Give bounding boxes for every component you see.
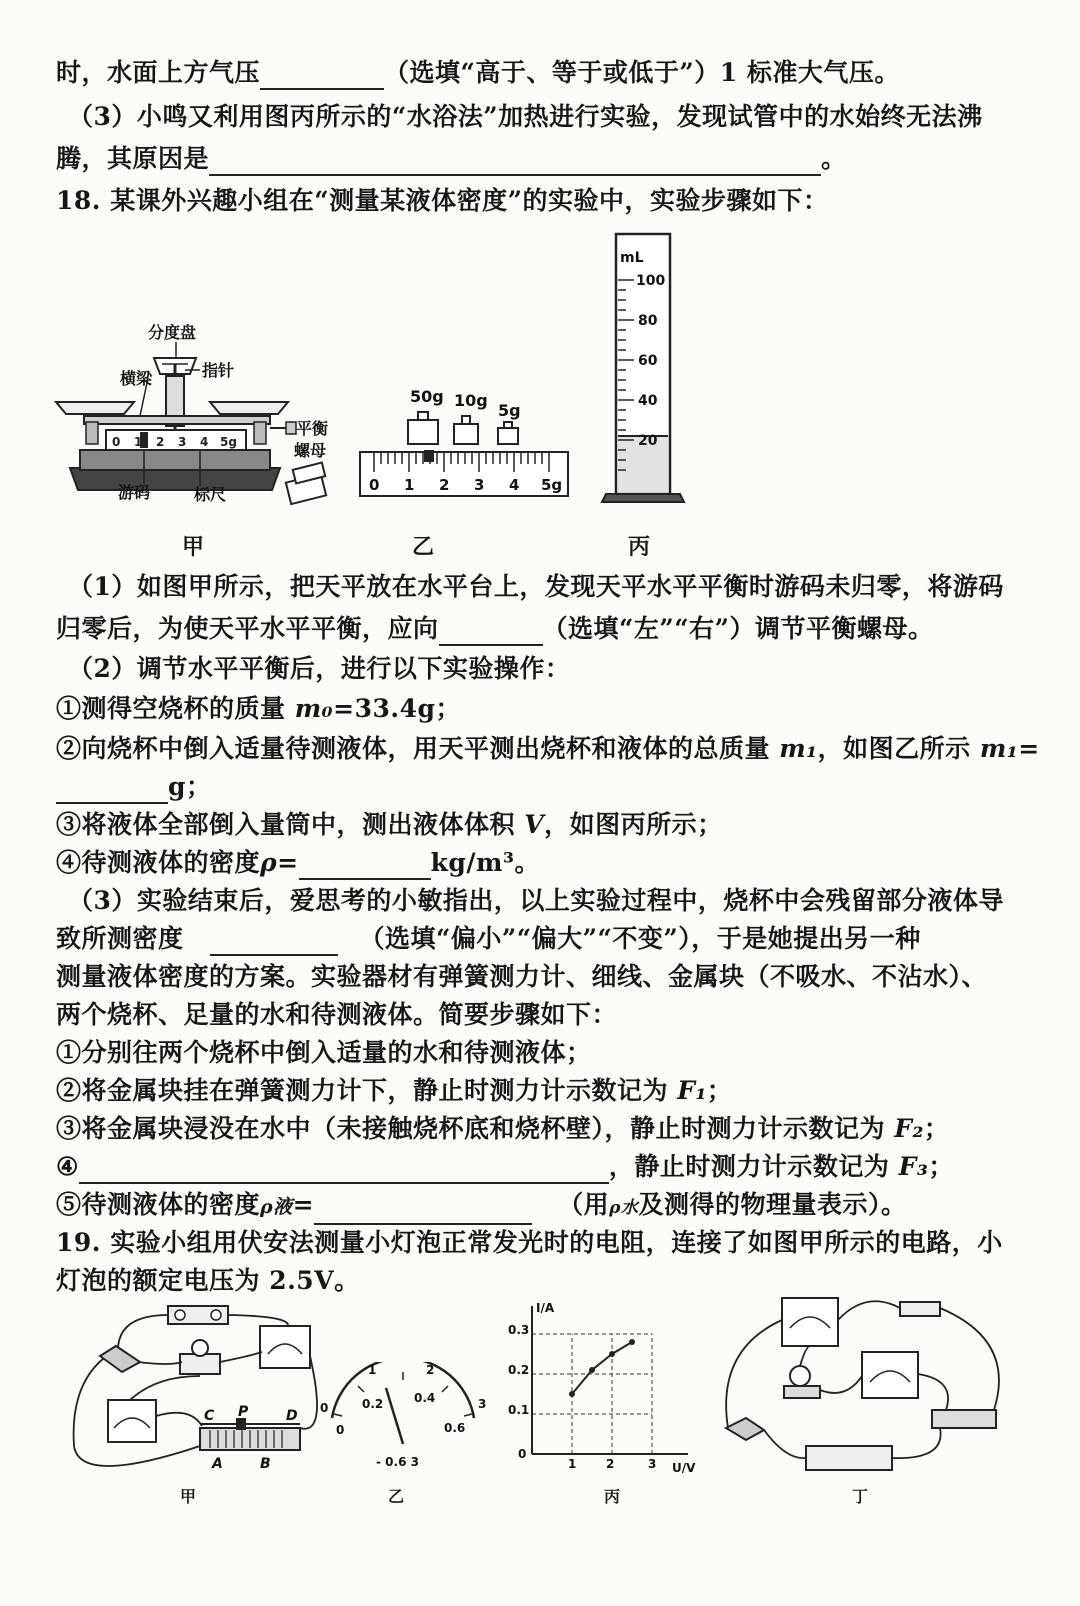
circuit-jia-figure <box>60 1296 320 1492</box>
answer-blank-formula[interactable] <box>314 1197 532 1225</box>
q18-p3-c: 测量液体密度的方案。实验器材有弹簧测力计、细线、金属块（不吸水、不沾水）、 <box>56 962 988 991</box>
balance-scale-tick: 5g <box>220 435 237 449</box>
cylinder-tick: 40 <box>638 393 658 409</box>
iu-data-point <box>609 1351 615 1357</box>
q18-t4: ④ ，静止时测力计示数记为 F₃； <box>56 1150 1040 1184</box>
weight-5g: 5g <box>498 401 521 420</box>
iu-data-point <box>629 1339 635 1345</box>
graph-ytick: 0.1 <box>508 1403 530 1417</box>
q18-t2: ②将金属块挂在弹簧测力计下，静止时测力计示数记为 F₁； <box>56 1076 733 1105</box>
answer-blank-mass[interactable] <box>56 776 168 804</box>
answer-blank-density[interactable] <box>299 852 431 880</box>
cylinder-unit: mL <box>620 250 644 266</box>
rheostat-label-c: C <box>204 1408 215 1424</box>
cylinder-tick: 20 <box>638 433 658 449</box>
meter-bottom-tick: 0 <box>336 1423 345 1437</box>
q17-line1: 时，水面上方气压 （选填“高于、等于或低于”）1 标准大气压。 <box>56 56 1040 90</box>
answer-blank-direction[interactable] <box>439 618 543 646</box>
q18-t1: ①分别往两个烧杯中倒入适量的水和待测液体； <box>56 1038 592 1067</box>
answer-blank-step4[interactable] <box>79 1156 609 1184</box>
answer-blank-pressure[interactable] <box>260 62 384 90</box>
meter-bottom-tick: 0.6 <box>444 1421 466 1435</box>
rheostat-label-p: P <box>238 1404 249 1420</box>
q18-t3: ③将金属块浸没在水中（未接触烧杯底和烧杯壁），静止时测力计示数记为 F₂； <box>56 1114 950 1143</box>
q18-p2: （2）调节水平平衡后，进行以下实验操作： <box>68 654 571 683</box>
balance-scale-tick: 4 <box>200 435 209 449</box>
iu-curve <box>572 1342 632 1394</box>
answer-blank-reason[interactable] <box>209 148 821 176</box>
yi-scale-tick: 5g <box>541 476 563 494</box>
label-pointer: 指针 <box>202 361 235 380</box>
graph-ytick: 0 <box>518 1447 527 1461</box>
graph-ylabel: I/A <box>536 1301 555 1315</box>
q18-s3: ③将液体全部倒入量筒中，测出液体体积 V，如图丙所示； <box>56 810 723 839</box>
graph-xtick: 2 <box>606 1457 615 1471</box>
meter-top-tick: 0 <box>320 1401 329 1415</box>
label-nut-1: 平衡 <box>296 419 329 438</box>
caption-yi: 乙 <box>412 534 435 560</box>
yi-scale-tick: 1 <box>404 476 415 494</box>
q19-caption-ding: 丁 <box>852 1487 869 1506</box>
q18-s4: ④待测液体的密度ρ= kg/m³。 <box>56 846 1040 880</box>
label-dial: 分度盘 <box>148 323 197 342</box>
meter-top-tick: 3 <box>478 1397 487 1411</box>
q17-line3: 腾，其原因是 。 <box>56 142 1040 176</box>
weight-50g: 50g <box>410 387 444 406</box>
q18-p1-a: （1）如图甲所示，把天平放在水平台上，发现天平水平平衡时游码未归零，将游码 <box>68 572 1004 601</box>
meter-top-tick: 2 <box>426 1363 435 1377</box>
graph-xtick: 1 <box>568 1457 577 1471</box>
q18-p1-b: 归零后，为使天平水平平衡，应向 （选填“左”“右”）调节平衡螺母。 <box>56 612 1040 646</box>
balance-scale-tick: 1 <box>134 435 143 449</box>
q18-p3-a: （3）实验结束后，爱思考的小敏指出，以上实验过程中，烧杯中会残留部分液体导 <box>68 886 1004 915</box>
cylinder-figure <box>600 230 700 514</box>
label-rider: 游码 <box>118 483 151 502</box>
weights-figure <box>356 380 576 504</box>
yi-scale-tick: 0 <box>369 476 380 494</box>
cylinder-tick: 60 <box>638 353 658 369</box>
yi-scale-tick: 4 <box>509 476 520 494</box>
answer-blank-bias[interactable] <box>210 928 338 956</box>
rider-marker <box>424 450 434 462</box>
weight-10g: 10g <box>454 391 488 410</box>
q18-s2-cont: g； <box>56 770 1040 804</box>
q19-caption-bing: 丙 <box>604 1487 621 1506</box>
rheostat-label-b: B <box>260 1456 271 1472</box>
label-beam: 横梁 <box>120 369 153 388</box>
meter-top-tick: 1 <box>368 1363 377 1377</box>
q19-caption-yi: 乙 <box>388 1487 405 1506</box>
graph-ytick: 0.2 <box>508 1363 530 1377</box>
caption-jia: 甲 <box>182 534 205 560</box>
ammeter-dial-figure <box>318 1362 488 1472</box>
meter-terminals: - 0.6 3 <box>376 1455 419 1469</box>
q19-caption-jia: 甲 <box>180 1487 197 1506</box>
q19-title-b: 灯泡的额定电压为 2.5V。 <box>56 1266 360 1295</box>
graph-xlabel: U/V <box>672 1461 696 1475</box>
q17-line2: （3）小鸣又利用图丙所示的“水浴法”加热进行实验，发现试管中的水始终无法沸 <box>68 102 983 131</box>
graph-ytick: 0.3 <box>508 1323 530 1337</box>
iu-data-point <box>569 1391 575 1397</box>
iu-graph <box>502 1300 698 1476</box>
balance-figure <box>50 318 350 514</box>
label-scale: 标尺 <box>194 485 227 504</box>
q19-title-a: 19. 实验小组用伏安法测量小灯泡正常发光时的电阻，连接了如图甲所示的电路，小 <box>56 1228 1003 1257</box>
caption-bing: 丙 <box>628 534 651 560</box>
q18-p3-d: 两个烧杯、足量的水和待测液体。简要步骤如下： <box>56 1000 618 1029</box>
cylinder-tick: 100 <box>636 273 666 289</box>
q18-title: 18. 某课外兴趣小组在“测量某液体密度”的实验中，实验步骤如下： <box>56 186 829 215</box>
meter-bottom-tick: 0.2 <box>362 1397 384 1411</box>
cylinder-tick: 80 <box>638 313 658 329</box>
q18-s1: ①测得空烧杯的质量 m₀=33.4g； <box>56 694 461 723</box>
meter-bottom-tick: 0.4 <box>414 1391 436 1405</box>
yi-scale-tick: 2 <box>439 476 450 494</box>
balance-scale-tick: 0 <box>112 435 121 449</box>
label-nut-2: 螺母 <box>294 441 327 460</box>
graph-xtick: 3 <box>648 1457 657 1471</box>
rheostat-label-a: A <box>212 1456 223 1472</box>
yi-scale-tick: 3 <box>474 476 485 494</box>
circuit-ding-figure <box>716 1290 1016 1486</box>
balance-scale-tick: 2 <box>156 435 165 449</box>
balance-scale-tick: 3 <box>178 435 187 449</box>
rheostat-label-d: D <box>286 1408 298 1424</box>
q18-t5: ⑤待测液体的密度ρ液= （用ρ水及测得的物理量表示）。 <box>56 1188 1040 1225</box>
iu-data-point <box>589 1367 595 1373</box>
q18-p3-b: 致所测密度 （选填“偏小”“偏大”“不变”），于是她提出另一种 <box>56 922 1040 956</box>
ammeter-needle <box>386 1388 403 1444</box>
q18-s2: ②向烧杯中倒入适量待测液体，用天平测出烧杯和液体的总质量 m₁，如图乙所示 m₁= <box>56 734 1040 763</box>
